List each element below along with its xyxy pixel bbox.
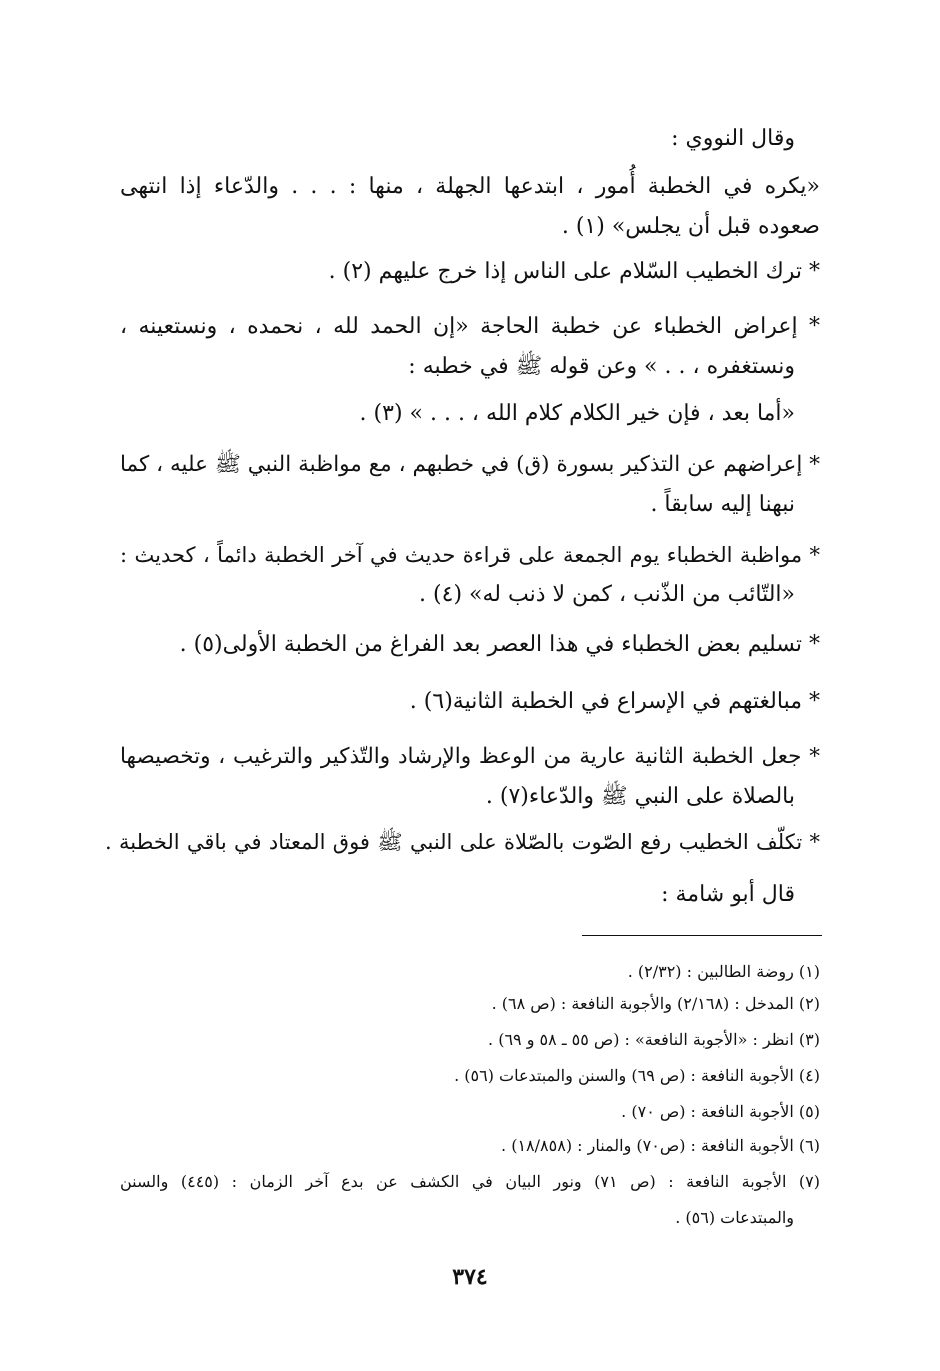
footnote-item: (٧) الأجوبة النافعة : (ص ٧١) ونور البيان في الكشف عن بدع آخر الزمان : (٤٤٥) والسنن — [120, 1172, 821, 1191]
body-line-intro: وقال النووي : — [671, 126, 795, 151]
footnote-item: (١) روضة الطالبين : (٢/٣٢) . — [627, 962, 820, 981]
bullet-item: * مواظبة الخطباء يوم الجمعة على قراءة حديث في آخر الخطبة دائماً ، كحديث : — [120, 543, 820, 567]
page-number: ٣٧٤ — [452, 1264, 488, 1290]
bullet-item: * جعل الخطبة الثانية عارية من الوعظ والإرشاد والتّذكير والترغيب ، وتخصيصها — [120, 744, 820, 769]
bullet-item: * تسليم بعض الخطباء في هذا العصر بعد الفراغ من الخطبة الأولى(٥) . — [179, 632, 820, 657]
bullet-item-continuation: نبهنا إليه سابقاً . — [650, 492, 795, 517]
bullet-item-continuation: بالصلاة على النبي ﷺ والدّعاء(٧) . — [485, 784, 795, 809]
footnote-item: (٥) الأجوبة النافعة : (ص ٧٠) . — [621, 1102, 820, 1121]
bullet-item: * مبالغتهم في الإسراع في الخطبة الثانية(٦) . — [409, 689, 820, 714]
quoted-text: «أما بعد ، فإن خير الكلام كلام الله ، . . . » (٣) . — [359, 401, 795, 426]
body-line-quote-end: صعوده قبل أن يجلس» (١) . — [561, 214, 820, 239]
footnote-item: (٦) الأجوبة النافعة : (ص٧٠) والمنار : (١٨/٨٥٨) . — [501, 1136, 820, 1155]
footnote-item: (٤) الأجوبة النافعة : (ص ٦٩) والسنن والمبتدعات (٥٦) . — [454, 1066, 820, 1085]
bullet-item: * ترك الخطيب السّلام على الناس إذا خرج عليهم (٢) . — [328, 259, 820, 284]
bullet-item: * إعراض الخطباء عن خطبة الحاجة «إن الحمد لله ، نحمده ، ونستعينه ، — [120, 314, 820, 339]
bullet-item: * إعراضهم عن التذكير بسورة (ق) في خطبهم ، مع مواظبة النبي ﷺ عليه ، كما — [120, 452, 820, 477]
body-line-closing: قال أبو شامة : — [661, 882, 795, 907]
bullet-item: * تكلّف الخطيب رفع الصّوت بالصّلاة على النبي ﷺ فوق المعتاد في باقي الخطبة . — [105, 830, 820, 854]
bullet-item-continuation: ونستغفره ، . . » وعن قوله ﷺ في خطبه : — [408, 354, 795, 379]
footnote-item: (٣) انظر : «الأجوبة النافعة» : (ص ٥٥ ـ ٥٨ و ٦٩) . — [488, 1030, 820, 1049]
bullet-item-continuation: «التّائب من الذّنب ، كمن لا ذنب له» (٤) . — [419, 582, 795, 607]
body-line-quote: «يكره في الخطبة أُمور ، ابتدعها الجهلة ، منها : . . . والدّعاء إذا انتهى — [120, 174, 820, 199]
footnote-item-continuation: والمبتدعات (٥٦) . — [675, 1208, 794, 1227]
footnote-divider — [582, 935, 822, 936]
footnote-item: (٢) المدخل : (٢/١٦٨) والأجوبة النافعة : (ص ٦٨) . — [491, 994, 820, 1013]
